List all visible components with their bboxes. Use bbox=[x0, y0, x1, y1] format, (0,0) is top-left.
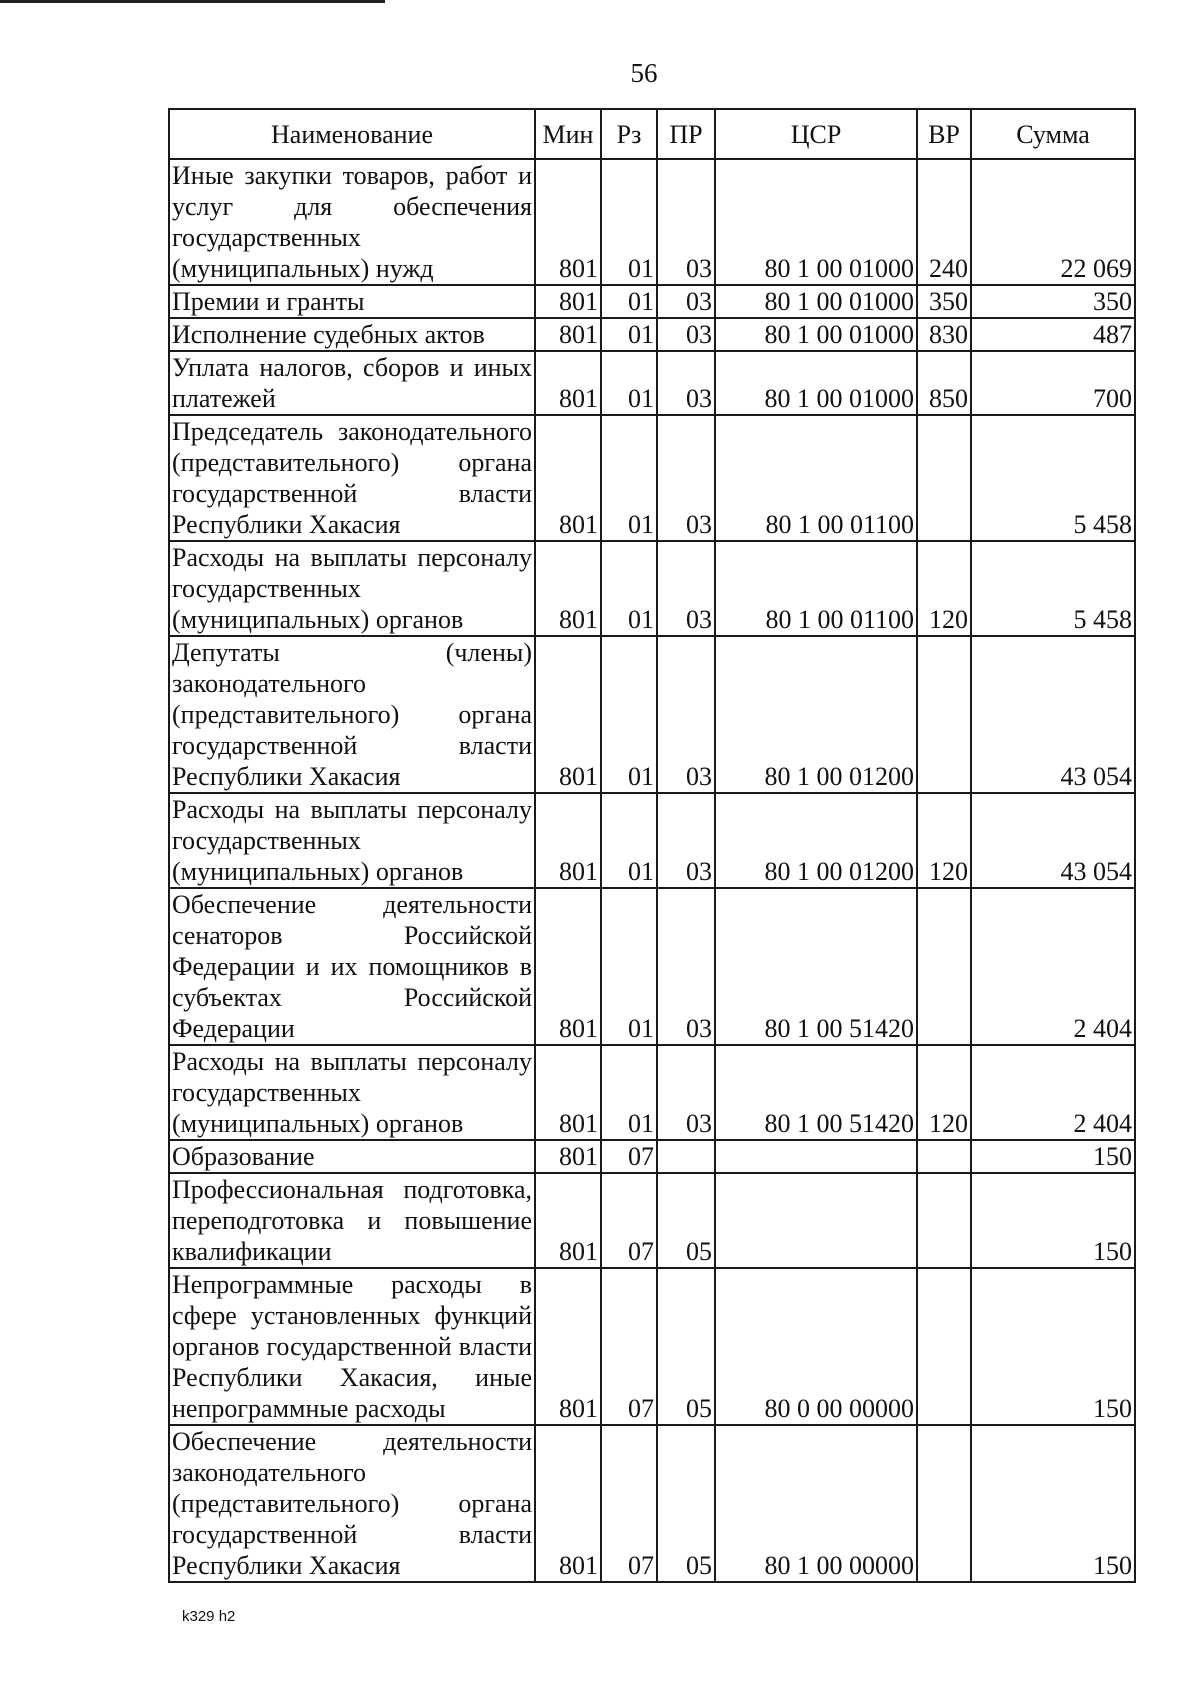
cell-rz: 01 bbox=[601, 793, 657, 888]
cell-pr: 03 bbox=[657, 351, 715, 415]
cell-name: Исполнение судебных актов bbox=[169, 318, 535, 351]
cell-vr: 120 bbox=[917, 793, 971, 888]
cell-sum: 43 054 bbox=[971, 793, 1135, 888]
cell-csr bbox=[715, 1140, 917, 1173]
cell-csr: 80 0 00 00000 bbox=[715, 1268, 917, 1425]
cell-pr: 03 bbox=[657, 541, 715, 636]
cell-rz: 01 bbox=[601, 285, 657, 318]
table-row bbox=[169, 159, 1135, 285]
table-row bbox=[169, 1140, 1135, 1173]
cell-rz: 01 bbox=[601, 1045, 657, 1140]
table-row bbox=[169, 793, 1135, 888]
cell-name: Образование bbox=[169, 1140, 535, 1173]
cell-sum: 22 069 bbox=[971, 159, 1135, 285]
cell-sum: 5 458 bbox=[971, 415, 1135, 541]
cell-name: Непрограммные расходы в сфере установленных функций органов государственной власти Республики Хакасия, иные непрограммные расходы bbox=[169, 1268, 535, 1425]
cell-sum: 150 bbox=[971, 1140, 1135, 1173]
header-rz: Рз bbox=[601, 109, 657, 159]
cell-min: 801 bbox=[535, 318, 601, 351]
cell-pr: 03 bbox=[657, 888, 715, 1045]
cell-vr: 120 bbox=[917, 1045, 971, 1140]
table-row bbox=[169, 285, 1135, 318]
header-vr: ВР bbox=[917, 109, 971, 159]
cell-min: 801 bbox=[535, 793, 601, 888]
cell-csr: 80 1 00 01000 bbox=[715, 318, 917, 351]
cell-csr: 80 1 00 01100 bbox=[715, 541, 917, 636]
table-row bbox=[169, 1268, 1135, 1425]
cell-csr: 80 1 00 01100 bbox=[715, 415, 917, 541]
cell-vr bbox=[917, 1173, 971, 1268]
cell-min: 801 bbox=[535, 541, 601, 636]
cell-pr: 03 bbox=[657, 318, 715, 351]
table-row bbox=[169, 318, 1135, 351]
cell-csr bbox=[715, 1173, 917, 1268]
table-row bbox=[169, 888, 1135, 1045]
cell-vr bbox=[917, 415, 971, 541]
cell-name: Депутаты (члены) законодательного (представительного) органа государственной власти Республики Хакасия bbox=[169, 636, 535, 793]
cell-rz: 07 bbox=[601, 1425, 657, 1582]
cell-min: 801 bbox=[535, 415, 601, 541]
cell-name: Расходы на выплаты персоналу государственных (муниципальных) органов bbox=[169, 541, 535, 636]
cell-min: 801 bbox=[535, 1173, 601, 1268]
cell-min: 801 bbox=[535, 285, 601, 318]
header-min: Мин bbox=[535, 109, 601, 159]
cell-pr: 03 bbox=[657, 159, 715, 285]
table-row bbox=[169, 1173, 1135, 1268]
cell-min: 801 bbox=[535, 1045, 601, 1140]
cell-vr bbox=[917, 636, 971, 793]
cell-csr: 80 1 00 01000 bbox=[715, 159, 917, 285]
cell-pr: 05 bbox=[657, 1425, 715, 1582]
cell-rz: 01 bbox=[601, 636, 657, 793]
cell-sum: 350 bbox=[971, 285, 1135, 318]
cell-min: 801 bbox=[535, 351, 601, 415]
cell-vr bbox=[917, 888, 971, 1045]
cell-sum: 43 054 bbox=[971, 636, 1135, 793]
top-rule bbox=[0, 0, 385, 3]
cell-name: Расходы на выплаты персоналу государственных (муниципальных) органов bbox=[169, 793, 535, 888]
cell-name: Иные закупки товаров, работ и услуг для обеспечения государственных (муниципальных) нужд bbox=[169, 159, 535, 285]
header-name: Наименование bbox=[169, 109, 535, 159]
table-row bbox=[169, 1425, 1135, 1582]
cell-rz: 01 bbox=[601, 888, 657, 1045]
cell-vr bbox=[917, 1268, 971, 1425]
cell-sum: 150 bbox=[971, 1425, 1135, 1582]
cell-csr: 80 1 00 51420 bbox=[715, 888, 917, 1045]
cell-vr: 120 bbox=[917, 541, 971, 636]
cell-csr: 80 1 00 00000 bbox=[715, 1425, 917, 1582]
cell-vr: 850 bbox=[917, 351, 971, 415]
table-row bbox=[169, 351, 1135, 415]
cell-rz: 07 bbox=[601, 1268, 657, 1425]
cell-csr: 80 1 00 01000 bbox=[715, 351, 917, 415]
cell-pr: 03 bbox=[657, 415, 715, 541]
cell-pr: 05 bbox=[657, 1173, 715, 1268]
cell-vr bbox=[917, 1425, 971, 1582]
cell-name: Премии и гранты bbox=[169, 285, 535, 318]
cell-sum: 2 404 bbox=[971, 888, 1135, 1045]
cell-rz: 01 bbox=[601, 351, 657, 415]
cell-name: Обеспечение деятельности законодательного (представительного) органа государственной власти Республики Хакасия bbox=[169, 1425, 535, 1582]
cell-csr: 80 1 00 01200 bbox=[715, 793, 917, 888]
cell-rz: 07 bbox=[601, 1173, 657, 1268]
cell-sum: 150 bbox=[971, 1173, 1135, 1268]
cell-sum: 150 bbox=[971, 1268, 1135, 1425]
cell-sum: 2 404 bbox=[971, 1045, 1135, 1140]
cell-sum: 700 bbox=[971, 351, 1135, 415]
cell-sum: 5 458 bbox=[971, 541, 1135, 636]
cell-min: 801 bbox=[535, 636, 601, 793]
cell-min: 801 bbox=[535, 1140, 601, 1173]
cell-pr: 03 bbox=[657, 793, 715, 888]
cell-rz: 01 bbox=[601, 415, 657, 541]
table-header-row bbox=[169, 109, 1135, 159]
table-row bbox=[169, 1045, 1135, 1140]
cell-min: 801 bbox=[535, 159, 601, 285]
cell-min: 801 bbox=[535, 888, 601, 1045]
page-number: 56 bbox=[630, 58, 658, 88]
cell-vr: 350 bbox=[917, 285, 971, 318]
cell-pr: 03 bbox=[657, 1045, 715, 1140]
header-pr: ПР bbox=[657, 109, 715, 159]
cell-pr bbox=[657, 1140, 715, 1173]
cell-name: Уплата налогов, сборов и иных платежей bbox=[169, 351, 535, 415]
cell-min: 801 bbox=[535, 1268, 601, 1425]
cell-min: 801 bbox=[535, 1425, 601, 1582]
table-row bbox=[169, 541, 1135, 636]
cell-vr: 240 bbox=[917, 159, 971, 285]
cell-csr: 80 1 00 01000 bbox=[715, 285, 917, 318]
header-sum: Сумма bbox=[971, 109, 1135, 159]
cell-csr: 80 1 00 51420 bbox=[715, 1045, 917, 1140]
cell-name: Обеспечение деятельности сенаторов Российской Федерации и их помощников в субъектах Российской Федерации bbox=[169, 888, 535, 1045]
table-row bbox=[169, 415, 1135, 541]
cell-csr: 80 1 00 01200 bbox=[715, 636, 917, 793]
cell-pr: 03 bbox=[657, 636, 715, 793]
cell-rz: 07 bbox=[601, 1140, 657, 1173]
cell-rz: 01 bbox=[601, 318, 657, 351]
cell-vr: 830 bbox=[917, 318, 971, 351]
table-row bbox=[169, 636, 1135, 793]
cell-name: Профессиональная подготовка, переподготовка и повышение квалификации bbox=[169, 1173, 535, 1268]
cell-vr bbox=[917, 1140, 971, 1173]
cell-pr: 05 bbox=[657, 1268, 715, 1425]
cell-name: Председатель законодательного (представительного) органа государственной власти Республики Хакасия bbox=[169, 415, 535, 541]
cell-rz: 01 bbox=[601, 541, 657, 636]
cell-name: Расходы на выплаты персоналу государственных (муниципальных) органов bbox=[169, 1045, 535, 1140]
cell-pr: 03 bbox=[657, 285, 715, 318]
budget-table bbox=[168, 108, 1136, 1583]
cell-rz: 01 bbox=[601, 159, 657, 285]
footer-code: k329 h2 bbox=[182, 1608, 236, 1625]
cell-sum: 487 bbox=[971, 318, 1135, 351]
header-csr: ЦСР bbox=[715, 109, 917, 159]
